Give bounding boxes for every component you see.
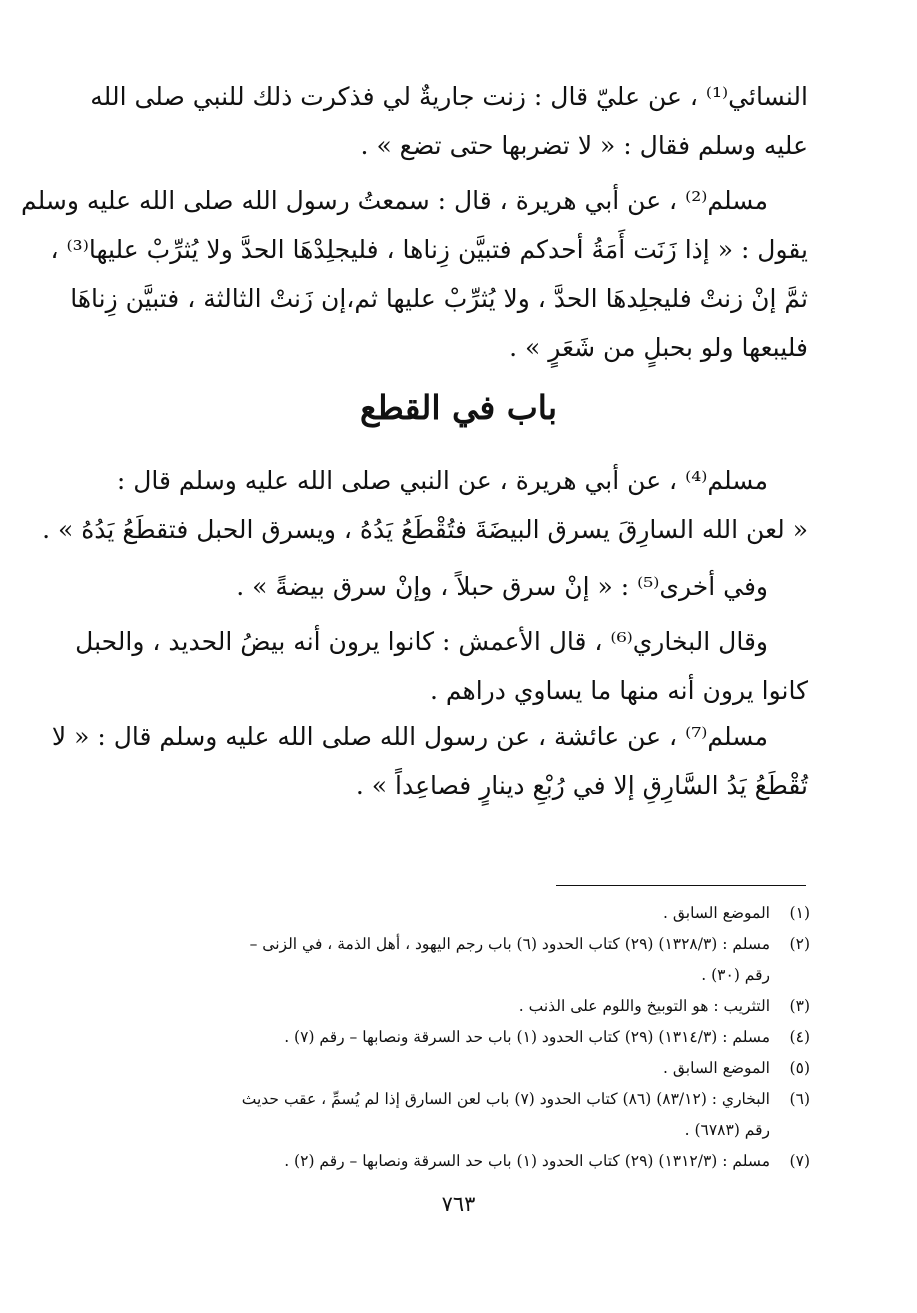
text-line: النسائي⁽¹⁾ ، عن عليّ قال : زنت جاريةٌ لي فذكرت ذلك للنبي صلى الله [90, 82, 808, 111]
footnote-7 [110, 1146, 810, 1177]
text-line: يقول : « إذا زَنَت أَمَةُ أحدكم فتبيَّن زِناها ، فليجلِدْهَا الحدَّ ولا يُثرِّبْ عليها⁽³⁾ ، [50, 235, 808, 264]
footnote-3 [110, 991, 810, 1022]
footnote-number: (٦) [789, 1090, 810, 1108]
text-line: فليبعها ولو بحبلٍ من شَعَرٍ » . [509, 333, 808, 362]
footnote-text: البخاري : (٨٣/١٢) (٨٦) كتاب الحدود (٧) باب لعن السارق إذا لم يُسمِّ ، عقب حديث [241, 1090, 770, 1108]
footnote-continuation: رقم (٦٧٨٣) . [684, 1121, 770, 1139]
footnote-number: (٧) [789, 1152, 810, 1170]
paragraph-muslim-1 [21, 176, 808, 372]
footnote-text: الموضع السابق . [662, 1059, 770, 1077]
text-line: كانوا يرون أنه منها ما يساوي دراهم . [430, 676, 808, 705]
text-line: ثمَّ إنْ زنتْ فليجلِدهَا الحدَّ ، ولا يُثرِّبْ عليها ثم،إن زَنتْ الثالثة ، فتبيَّن زِناهَا [70, 284, 808, 313]
footnote-separator [556, 885, 806, 886]
text-line: مسلم⁽⁴⁾ ، عن أبي هريرة ، عن النبي صلى الله عليه وسلم قال : [116, 466, 768, 495]
page-number: ٧٦٣ [441, 1192, 476, 1216]
paragraph-muslim-7 [51, 712, 808, 810]
footnotes [110, 898, 810, 1177]
footnote-number: (١) [789, 904, 810, 922]
footnote-text: مسلم : (١٣٢٨/٣) (٢٩) كتاب الحدود (٦) باب رجم اليهود ، أهل الذمة ، في الزنى – [249, 935, 770, 953]
footnote-5 [110, 1053, 810, 1084]
footnote-number: (٢) [789, 935, 810, 953]
footnote-1 [110, 898, 810, 929]
footnote-4 [110, 1022, 810, 1053]
text-line: وفي أخرى⁽⁵⁾ : « إنْ سرق حبلاً ، وإنْ سرق بيضةً » . [236, 572, 768, 601]
text-line: مسلم⁽⁷⁾ ، عن عائشة ، عن رسول الله صلى الله عليه وسلم قال : « لا [51, 722, 768, 751]
text-line: عليه وسلم فقال : « لا تضربها حتى تضع » . [360, 131, 808, 160]
footnote-text: الموضع السابق . [662, 904, 770, 922]
footnote-6 [110, 1084, 810, 1115]
paragraph-nasai [90, 72, 808, 170]
text-line: مسلم⁽²⁾ ، عن أبي هريرة ، قال : سمعتُ رسول الله صلى الله عليه وسلم [21, 186, 768, 215]
footnote-text: التثريب : هو التوبيخ واللوم على الذنب . [518, 997, 770, 1015]
paragraph-bukhari [75, 617, 808, 715]
text-line: « لعن الله السارِقَ يسرق البيضَةَ فتُقْطَعُ يَدُهُ ، ويسرق الحبل فتقطَعُ يَدُهُ » . [42, 515, 808, 544]
paragraph-muslim-4 [42, 456, 808, 554]
paragraph-another [110, 562, 808, 611]
footnote-text: مسلم : (١٣١٢/٣) (٢٩) كتاب الحدود (١) باب حد السرقة ونصابها – رقم (٢) . [284, 1152, 770, 1170]
text-line: وقال البخاري⁽⁶⁾ ، قال الأعمش : كانوا يرون أنه بيضُ الحديد ، والحبل [75, 627, 768, 656]
footnote-2 [110, 929, 810, 960]
chapter-heading: باب في القطع [359, 388, 558, 427]
footnote-number: (٣) [789, 997, 810, 1015]
footnote-number: (٤) [789, 1028, 810, 1046]
footnote-text: مسلم : (١٣١٤/٣) (٢٩) كتاب الحدود (١) باب حد السرقة ونصابها – رقم (٧) . [284, 1028, 770, 1046]
footnote-number: (٥) [789, 1059, 810, 1077]
footnote-continuation: رقم (٣٠) . [701, 966, 770, 984]
text-line: تُقْطَعُ يَدُ السَّارِقِ إلا في رُبْعِ دينارٍ فصاعِداً » . [355, 771, 808, 800]
